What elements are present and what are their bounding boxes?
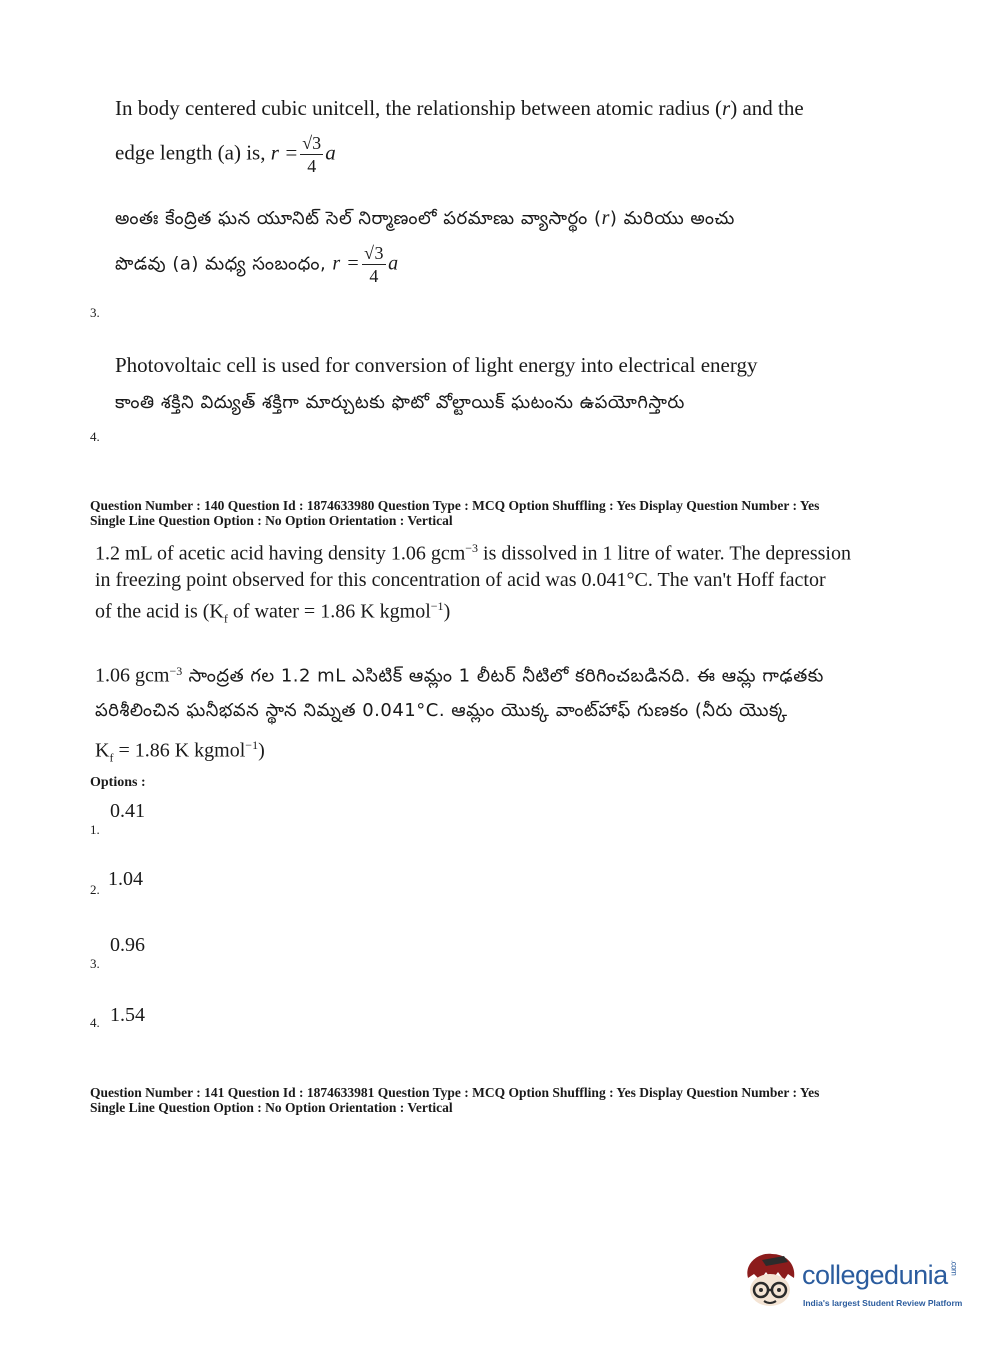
prev-option-telugu-line2: పొడవు (a) మధ్య సంబంధం, r = $\frac{√3}{4}$ a [115,243,399,286]
option-1-number: 1. [90,822,100,837]
question-141-meta: Question Number : 141 Question Id : 1874633981 Question Type : MCQ Option Shuffling : Yes Display Question Number : Yes Single Line Question Option : No Option Orientation : Vertical [90,1085,820,1115]
question-140-meta: Question Number : 140 Question Id : 1874633980 Question Type : MCQ Option Shuffling : Yes Display Question Number : Yes Single Line Question Option : No Option Orientation : Vertical [90,498,820,528]
collegedunia-logo[interactable] [740,1248,970,1318]
sqrt3-over-4-fraction: $\frac{√3}{4}$ [302,133,322,176]
option-2-number: 2. [90,882,100,897]
prev-option-4-telugu: కాంతి శక్తిని విద్యుత్ శక్తిగా మార్చుటకు ఫొటో వోల్టాయిక్ ఘటంను ఉపయోగిస్తారు [115,392,685,413]
sqrt3-over-4-fraction-te: $\frac{√3}{4}$ [364,243,385,286]
prev-option-line1: In body centered cubic unitcell, the relationship between atomic radius (r) and the [115,96,804,120]
logo-tagline: India's largest Student Review Platform [803,1298,963,1308]
question-140-english: 1.2 mL of acetic acid having density 1.06 gcm$^{-3}$ is dissolved in 1 litre of water. The depression in freezing point observed for this concentration of acid was 0.041°C. The van't Hoff factor of the acid is ($K_f$ of water = 1.86 K kgmol$^{-1}$) [95,541,851,626]
option-4-value[interactable]: 1.54 [110,1004,145,1026]
prev-option-4-number: 4. [90,429,100,444]
prev-option-3-number: 3. [90,305,100,320]
question-140-telugu: 1.06 gcm$^{-3}$ సాంద్రత గల 1.2 mL ఎసిటిక్ ఆమ్లం 1 లీటర్ నీటిలో కరిగించబడినది. ఈ ఆమ్ల గాఢతకు పరిశీలించిన ఘనీభవన స్థాన నిమ్నత 0.041°C. ఆమ్లం యొక్క వాంట్‌హాఫ్ గుణకం (నీరు యొక్క $K_f = 1.86$ K kgmol$^{-1}$) [95,664,824,765]
options-label: Options : [90,775,146,790]
prev-option-4-text: Photovoltaic cell is used for conversion of light energy into electrical energy [115,353,758,377]
prev-option-telugu-line1: అంతః కేంద్రిత ఘన యూనిట్ సెల్ నిర్మాణంలో పరమాణు వ్యాసార్థం (r) మరియు అంచు [115,207,735,229]
logo-brand-name: collegedunia .com [802,1260,959,1290]
option-2-value[interactable]: 1.04 [108,868,143,890]
option-1-value[interactable]: 0.41 [110,800,145,822]
mascot-icon [740,1248,802,1312]
option-3-number: 3. [90,956,100,971]
option-3-value[interactable]: 0.96 [110,934,145,956]
option-4-number: 4. [90,1015,100,1030]
prev-option-line2: edge length (a) is, r = $\frac{√3}{4}$ a [115,133,336,176]
